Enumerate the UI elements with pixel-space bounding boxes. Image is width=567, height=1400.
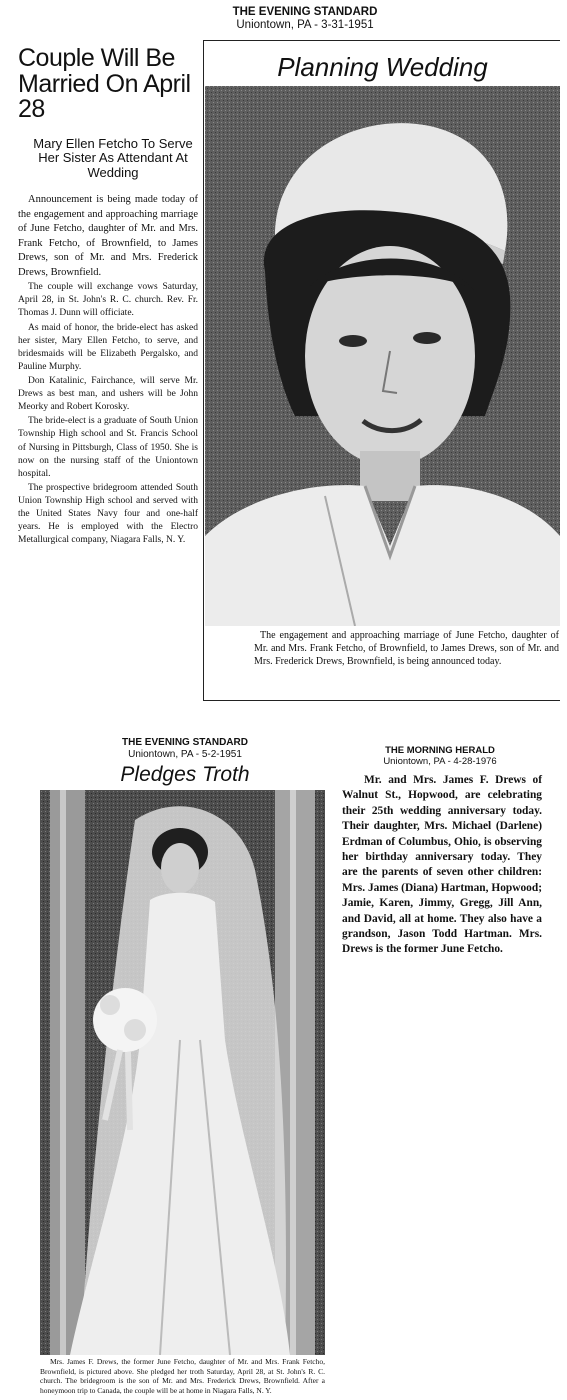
clip1-article <box>18 46 198 548</box>
clip3-anniversary-notice: Mr. and Mrs. James F. Drews of Walnut St., Hopwood, are celebrating their 25th wedding anniversary today. Their daughter, Mrs. Michael (Darlene) Erdman of Columbus, Ohio, is observing her birthday anniversary today. They are the parents of seven other children: Mrs. James (Diana) Hartman, Hopwood; Jamie, Karen, Jimmy, Gregg, Jill Ann, and David, all at home. They also have a grandson, Jason Todd Hartman. Mrs. Drews is the former June Fetcho. <box>342 774 542 956</box>
clip1-paragraph: The couple will exchange vows Saturday, April 28, in St. John's R. C. church. Rev. Fr. Thomas J. Dunn will officiate. <box>18 282 198 319</box>
clip1-source-label <box>170 6 440 32</box>
bride-illustration <box>40 790 325 1355</box>
portrait-illustration <box>205 86 560 626</box>
photo-frame-bottom-rule <box>203 700 560 701</box>
clip2-source-label <box>70 737 300 760</box>
clip1-photo-caption: The engagement and approaching marriage of June Fetcho, daughter of Mr. and Mrs. Frank Fetcho, of Brownfield, to James Drews, son of Mr. and Mrs. Frederick Drews, Brownfield, is being announced today. <box>254 630 559 667</box>
clip1-paragraph: Announcement is being made today of the engagement and approaching marriage of June Fetcho, daughter of Mr. and Mrs. Frank Fetcho, of Brownfield, to James Drews, son of Mr. and Mrs. Frederick Drews, Brownfield. <box>18 194 198 278</box>
clip1-body <box>18 193 198 547</box>
engagement-portrait-photo <box>205 86 560 626</box>
clip2-photo-caption: Mrs. James F. Drews, the former June Fetcho, daughter of Mr. and Mrs. Frank Fetcho, Brownfield, is pictured above. She pledged her troth Saturday, April 28, at St. John's R. C. church. The bridegroom is the son of Mr. and Mrs. Frederick Drews, Brownfield. After a honeymoon trip to Canada, the couple will be at home in Niagara Falls, N. Y. <box>40 1357 325 1395</box>
clip1-headline: Couple Will Be Married On April 28 <box>18 44 191 123</box>
clip2-photo-title: Pledges Troth <box>120 763 250 786</box>
clip1-subheadline: Mary Ellen Fetcho To Serve Her Sister As Attendant At Wedding <box>33 135 193 181</box>
clip1-paragraph: The bride-elect is a graduate of South Union Township High school and St. Francis School of Nursing in Pittsburgh, Class of 1950. She is now on the nursing staff of the Uniontown hospital. <box>18 416 198 479</box>
clip3-publication: THE MORNING HERALD <box>385 745 495 756</box>
clip1-paragraph: Don Katalinic, Fairchance, will serve Mr. Drews as best man, and ushers will be John Meorky and Robert Korosky. <box>18 375 198 413</box>
clip3-location-date: Uniontown, PA - 4-28-1976 <box>383 755 497 767</box>
clip1-paragraph: As maid of honor, the bride-elect has asked her sister, Mary Ellen Fetcho, to serve, and bridesmaids will be Elizabeth Pergalsko, and Pauline Murphy. <box>18 322 198 372</box>
clip3-source-label <box>340 746 540 768</box>
bridal-portrait-photo <box>40 790 325 1355</box>
clip2-publication: THE EVENING STANDARD <box>122 737 248 748</box>
clip1-location-date: Uniontown, PA - 3-31-1951 <box>236 19 374 32</box>
column-divider <box>203 40 204 700</box>
photo-frame-top-rule <box>203 40 560 41</box>
clip1-photo-title: Planning Wedding <box>277 52 488 82</box>
clip1-publication: THE EVENING STANDARD <box>232 6 378 18</box>
clip2-location-date: Uniontown, PA - 5-2-1951 <box>128 748 242 760</box>
clip1-paragraph: The prospective bridegroom attended South Union Township High school and served with the United States Navy four and one-half years. He is employed with the Electro Metallurgical company, Niagara Falls, N. Y. <box>18 482 198 546</box>
